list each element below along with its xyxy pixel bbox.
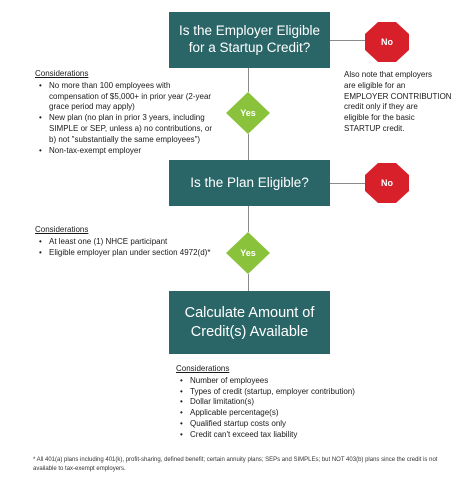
list-item: • Credit can't exceed tax liability: [190, 430, 416, 441]
list-item: • Eligible employer plan under section 4972(d)*: [49, 248, 215, 259]
result-line2: Credit(s) Available: [190, 323, 309, 340]
considerations-credit: [176, 364, 416, 441]
list-item: • New plan (no plan in prior 3 years, including SIMPLE or SEP, unless a) no contributions, or b) not "substantially the same employees"): [49, 113, 215, 145]
considerations-plan: [35, 225, 215, 258]
considerations-employer: [35, 69, 215, 156]
plan-eligible-question-box: [169, 160, 330, 206]
note-line: Also note that employers: [344, 70, 433, 79]
list-item: • Qualified startup costs only: [190, 419, 416, 430]
list-item: • At least one (1) NHCE participant: [49, 237, 215, 248]
footnote: * All 401(a) plans including 401(k), profit-sharing, defined benefit; certain annuity plans; SEPs and SIMPLEs; but NOT 403(b) plans since the credit is not available to tax-exempt employers.: [33, 457, 438, 472]
q1-line1: Is the Employer Eligible: [178, 23, 321, 39]
connector-q2-to-no2: [330, 183, 365, 184]
q2-text: Is the Plan Eligible?: [190, 174, 309, 190]
considerations-title: Considerations: [35, 69, 89, 78]
considerations-title: Considerations: [176, 364, 230, 373]
yes-label-2: Yes: [240, 248, 256, 258]
list-item: • No more than 100 employees with compensation of $5,000+ in prior year (2-year grace period may apply): [49, 81, 215, 113]
connector-q2-to-yes2: [248, 206, 249, 232]
connector-yes1-to-q2: [248, 134, 249, 160]
result-line1: Calculate Amount of: [184, 305, 315, 322]
note-line: eligible for the basic: [344, 113, 415, 123]
note-line: STARTUP credit.: [344, 123, 405, 133]
list-item: • Number of employees: [190, 376, 416, 387]
note-line: EMPLOYER CONTRIBUTION: [344, 91, 452, 101]
note-line: credit only if they are: [344, 102, 418, 112]
q1-line2: for a Startup Credit?: [188, 40, 311, 55]
employer-contribution-note: [344, 70, 472, 135]
no-label-1: No: [381, 37, 393, 47]
note-line: are eligible for an: [344, 80, 406, 90]
employer-eligible-question-box: [169, 12, 330, 68]
list-item: • Applicable percentage(s): [190, 408, 416, 419]
connector-q1-to-no1: [330, 40, 365, 41]
connector-q1-to-yes1: [248, 68, 249, 92]
considerations-title: Considerations: [35, 225, 89, 234]
no-label-2: No: [381, 178, 393, 188]
list-item: • Types of credit (startup, employer contribution): [190, 387, 416, 398]
yes-label-1: Yes: [240, 108, 256, 118]
calculate-credit-box: [169, 291, 330, 354]
list-item: • Dollar limitation(s): [190, 397, 416, 408]
list-item: • Non-tax-exempt employer: [49, 146, 215, 157]
connector-yes2-to-result: [248, 274, 249, 291]
